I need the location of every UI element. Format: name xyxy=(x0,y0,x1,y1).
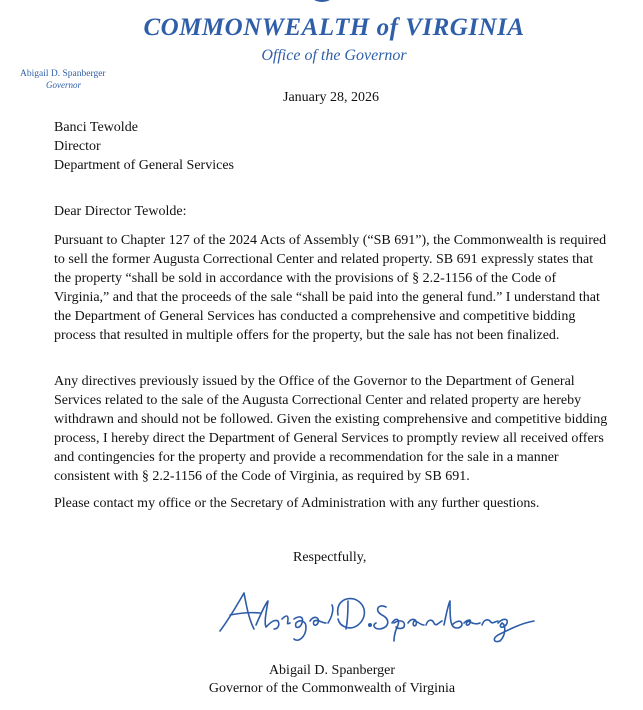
body-paragraph-1: Pursuant to Chapter 127 of the 2024 Acts of Assembly (“SB 691”), the Commonwealth is required to sell the former Augusta Correctional Center and related property. SB 691 expressly states that the property “shall be sold in accordance with the provisions of § 2.2-1156 of the Code of Virginia,” and that the proceeds of the sale “shall be paid into the general fund.” I understand that the Department of General Services has conducted a comprehensive and competitive bidding process that resulted in multiple offers for the property, but the sale has not been finalized. xyxy=(54,233,607,343)
recipient-block xyxy=(54,118,234,175)
letterhead-title: COMMONWEALTH of VIRGINIA xyxy=(143,14,525,41)
body-paragraph-3: Please contact my office or the Secretary of Administration with any further questions. xyxy=(54,496,540,511)
recipient-name: Banci Tewolde xyxy=(54,120,138,135)
state-seal-icon xyxy=(307,0,337,4)
signer-name: Abigail D. Spanberger xyxy=(268,663,396,678)
handwritten-signature xyxy=(214,585,538,645)
signer-block xyxy=(0,662,643,698)
recipient-title: Director xyxy=(54,139,101,154)
letterhead-governor-name: Abigail D. Spanberger xyxy=(20,69,106,79)
body-paragraph-2: Any directives previously issued by the Office of the Governor to the Department of General Services related to the sale of the Augusta Correctional Center and related property are hereby withdrawn and should not be followed. Given the existing comprehensive and competitive bidding process, I hereby direct the Department of General Services to promptly review all received offers and contingencies for the property and provide a recommendation for the sale in a manner consistent with § 2.2-1156 of the Code of Virginia, as required by SB 691. xyxy=(54,374,608,484)
letterhead-governor-title: Governor xyxy=(46,80,81,90)
recipient-department: Department of General Services xyxy=(54,158,234,173)
letterhead-subtitle: Office of the Governor xyxy=(261,47,407,64)
letter-date: January 28, 2026 xyxy=(283,90,380,105)
signer-title: Governor of the Commonwealth of Virginia xyxy=(208,681,456,696)
closing: Respectfully, xyxy=(293,550,367,565)
salutation: Dear Director Tewolde: xyxy=(54,204,187,219)
